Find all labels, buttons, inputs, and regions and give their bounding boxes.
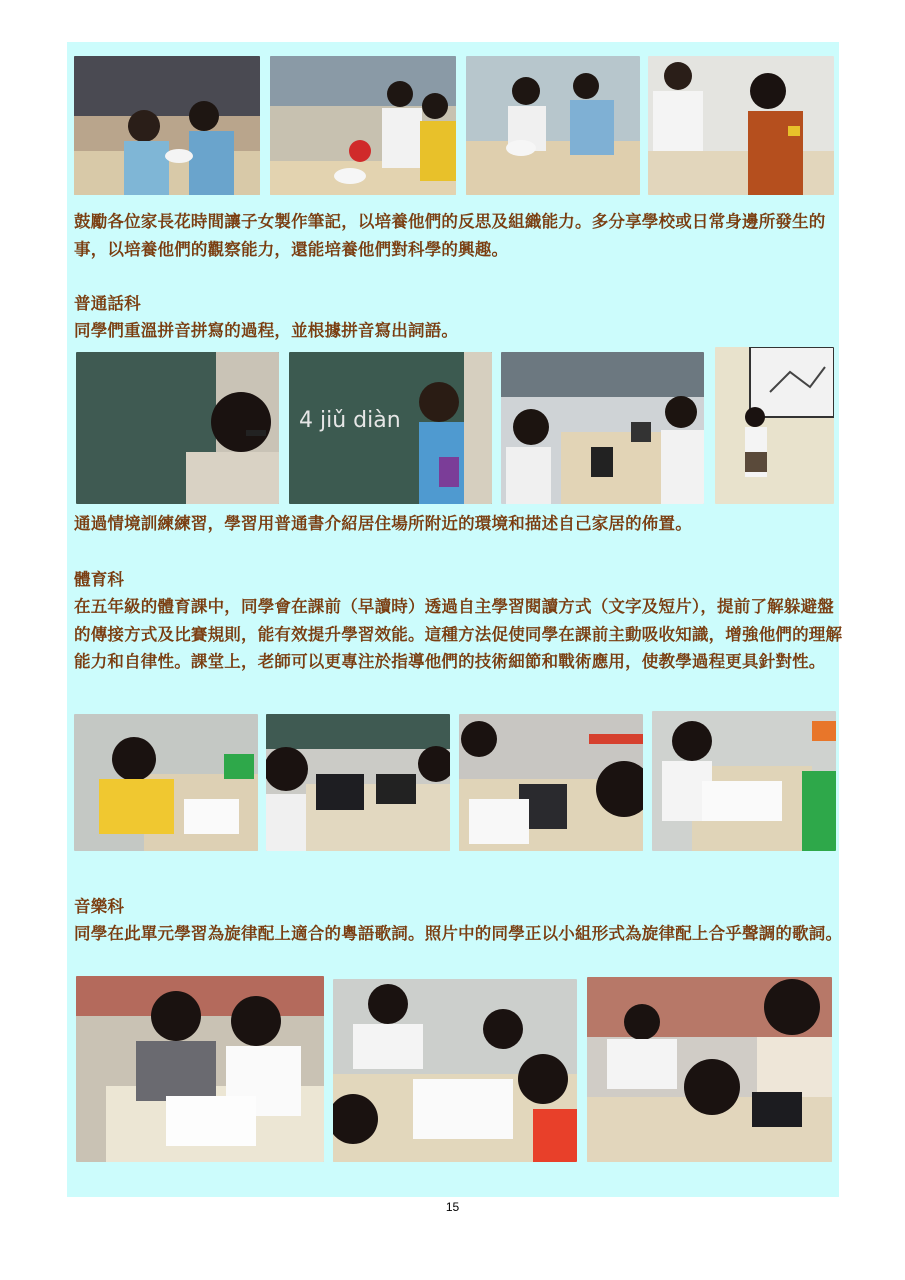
photo-putonghua-2 bbox=[289, 352, 492, 504]
putonghua-heading: 普通話科 bbox=[74, 294, 141, 313]
photo-pe-4 bbox=[652, 711, 836, 851]
music-heading: 音樂科 bbox=[74, 897, 125, 916]
pe-paragraph: 在五年級的體育課中，同學會在課前（早讀時）透過自主學習閱讀方式（文字及短片），提前了解躲避盤的傳接方式及比賽規則，能有效提升學習效能。這種方法促使同學在課前主動吸收知識，增強他們的理解能力和自律性。課堂上，老師可以更專注於指導他們的技術細節和戰術應用，使教學過程更具針對性。 bbox=[74, 597, 843, 671]
photo-music-3 bbox=[587, 977, 832, 1162]
putonghua-intro: 同學們重溫拼音拼寫的過程，並根據拼音寫出詞語。 bbox=[74, 321, 459, 340]
photo-science-1 bbox=[74, 56, 260, 195]
photo-putonghua-1 bbox=[76, 352, 279, 504]
science-paragraph: 鼓勵各位家長花時間讓子女製作筆記，以培養他們的反思及組織能力。多分享學校或日常身邊所發生的事，以培養他們的觀察能力，還能培養他們對科學的興趣。 bbox=[74, 212, 826, 259]
photo-pe-1 bbox=[74, 714, 258, 851]
photo-science-3 bbox=[466, 56, 640, 195]
page-number: 15 bbox=[445, 1200, 460, 1214]
music-paragraph: 同學在此單元學習為旋律配上適合的粵語歌詞。照片中的同學正以小組形式為旋律配上合乎聲調的歌詞。 bbox=[74, 924, 843, 943]
svg-text:4 jiǔ diàn: 4 jiǔ diàn bbox=[299, 408, 401, 433]
photo-putonghua-3 bbox=[501, 352, 704, 504]
photo-science-2 bbox=[270, 56, 456, 195]
photo-science-4 bbox=[648, 56, 834, 195]
photo-music-2 bbox=[333, 979, 577, 1162]
pe-heading: 體育科 bbox=[74, 570, 125, 589]
photo-music-1 bbox=[76, 976, 324, 1162]
photo-pe-3 bbox=[459, 714, 643, 851]
putonghua-caption: 通過情境訓練練習，學習用普通書介紹居住場所附近的環境和描述自己家居的佈置。 bbox=[74, 514, 692, 533]
photo-pe-2 bbox=[266, 714, 450, 851]
photo-putonghua-4 bbox=[715, 347, 834, 504]
